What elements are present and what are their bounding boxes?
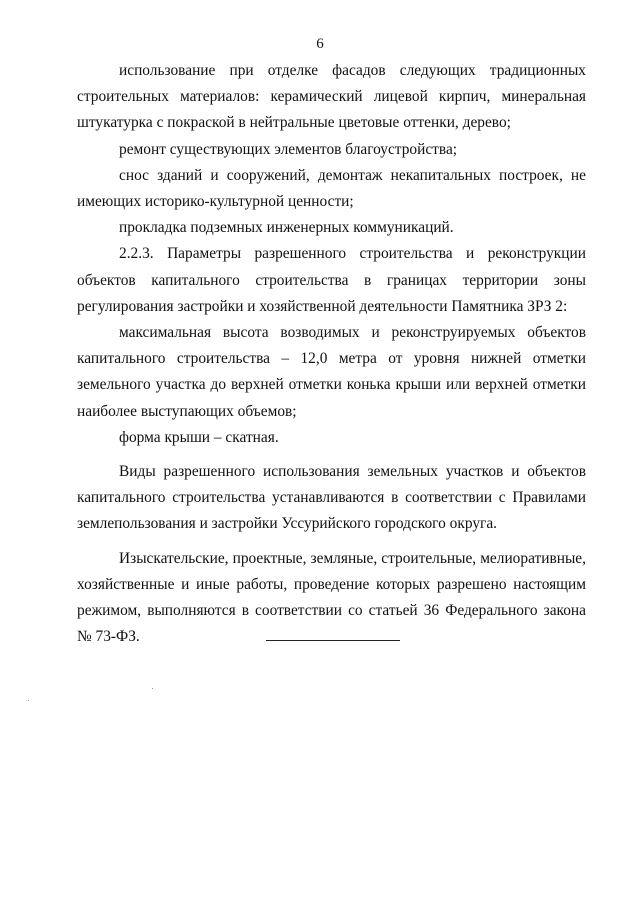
end-of-text-rule [266,640,400,641]
paragraph-max-height: максимальная высота возводимых и реконструируемых объектов капитального строительства – 12,0 метра от уровня нижней отметки земельного участка до верхней отметки конька крыши или верхней отметки наиболее выступающих объемов; [77,324,586,420]
paragraph-underground-utilities: прокладка подземных инженерных коммуникаций. [119,219,454,237]
document-body [77,58,586,650]
page-number: 6 [316,36,324,52]
paragraph-works-regulation: Изыскательские, проектные, земляные, строительные, мелиоративные, хозяйственные и иные работы, проведение которых разрешено настоящим режимом, выполняются в соответствии со статьей 36 Федерального закона № 73-ФЗ. [77,549,586,646]
paragraph-roof-shape: форма крыши – скатная. [119,428,279,446]
scan-speck [152,688,153,689]
paragraph-facade-materials: использование при отделке фасадов следующих традиционных строительных материалов: керамический лицевой кирпич, минеральная штукатурка с покраской в нейтральные цветовые оттенки, дерево; [77,62,586,132]
paragraph-section-2-2-3: 2.2.3. Параметры разрешенного строительства и реконструкции объектов капитального строительства в границах территории зоны регулирования застройки и хозяйственной деятельности Памятника ЗРЗ 2: [77,245,586,315]
paragraph-permitted-use: Виды разрешенного использования земельных участков и объектов капитального строительства устанавливаются в соответствии с Правилами землепользования и застройки Уссурийского городского округа. [77,463,586,533]
scan-speck [28,700,29,701]
paragraph-demolition: снос зданий и сооружений, демонтаж некапитальных построек, не имеющих историко-культурной ценности; [77,166,586,211]
paragraph-landscaping-repair: ремонт существующих элементов благоустройства; [119,140,458,158]
